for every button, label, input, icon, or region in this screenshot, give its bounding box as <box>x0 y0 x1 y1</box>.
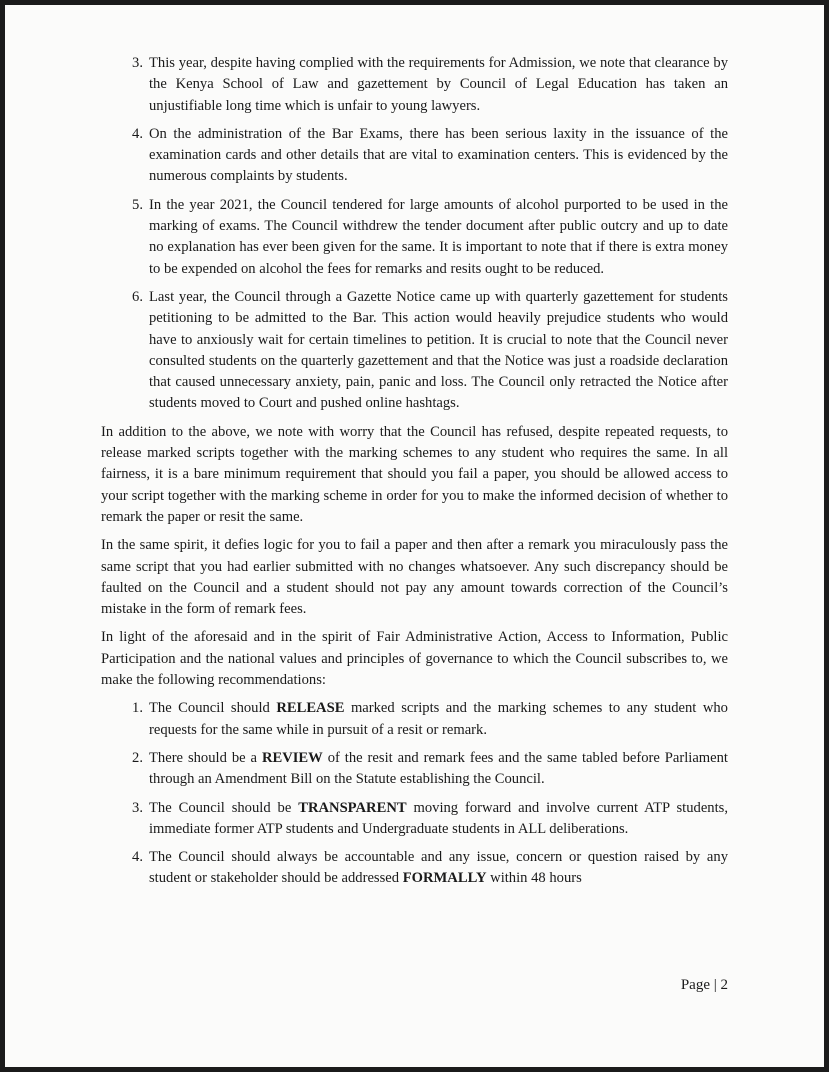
document-page <box>5 5 824 1067</box>
emphasis: FORMALLY <box>402 870 487 887</box>
list-item <box>101 124 728 188</box>
list-number: 4. <box>132 125 143 142</box>
page-number: Page | 2 <box>680 977 728 993</box>
text-run: of the resit and remark fees and the same tabled before Parliament through an Amendment Bill on the Statute establishing the Council. <box>149 749 728 788</box>
list-text: This year, despite having complied with the requirements for Admission, we note that clearance by the Kenya School of Law and gazettement by Council of Legal Education has taken an unjustifiable long time which is unfair to young lawyers. <box>149 55 728 114</box>
list-number: 3. <box>132 55 143 71</box>
list-number: 3. <box>132 799 143 816</box>
text-run: There should be a <box>149 749 262 766</box>
emphasis: RELEASE <box>276 700 345 717</box>
list-number: 6. <box>132 288 143 305</box>
list-number: 2. <box>132 749 143 766</box>
list-text: On the administration of the Bar Exams, there has been serious laxity in the issuance of the examination cards and other details that are vital to examination centers. This is evidenced by the numerous complaints by students. <box>149 125 728 185</box>
recommendation-item <box>101 698 728 741</box>
recommendation-text <box>149 698 728 741</box>
text-run: moving forward and involve current ATP students, immediate former ATP students and Undergraduate students in ALL deliberations. <box>149 799 728 837</box>
body-paragraph: In addition to the above, we note with worry that the Council has refused, despite repeated requests, to release marked scripts together with the marking schemes to any student who requires the same. In all fairness, it is a bare minimum requirement that should you fail a paper, you should be allowed access to your script together with the marking scheme in order for you to make the informed decision of whether to remark the paper or resit the same. <box>101 423 728 525</box>
list-item <box>101 195 728 280</box>
concerns-list <box>101 53 728 415</box>
emphasis: TRANSPARENT <box>298 799 407 816</box>
list-item <box>101 53 728 117</box>
recommendation-text <box>149 748 728 791</box>
list-text: In the year 2021, the Council tendered for large amounts of alcohol purported to be used in the marking of exams. The Council withdrew the tender document after public outcry and up to date no explanation has ever been given for the same. It is important to note that if there is extra money to be expended on alcohol the fees for remarks and resits ought to be reduced. <box>149 196 728 277</box>
list-item <box>101 287 728 415</box>
text-run: The Council should be <box>149 799 299 816</box>
body-paragraph: In the same spirit, it defies logic for you to fail a paper and then after a remark you miraculously pass the same script that you had earlier submitted with no changes whatsoever. Any such discrepancy should be faulted on the Council and a student should not pay any amount towards correction of the Council’s mistake in the form of remark fees. <box>101 537 728 618</box>
page-content <box>101 53 728 897</box>
text-run: The Council should <box>149 700 277 717</box>
list-number: 1. <box>132 700 143 717</box>
recommendation-text <box>149 847 728 890</box>
recommendation-item <box>101 798 728 841</box>
list-text: Last year, the Council through a Gazette Notice came up with quarterly gazettement for students petitioning to be admitted to the Bar. This action would heavily prejudice students who would have to anxiously wait for certain timelines to petition. It is crucial to note that the Council never consulted students on the quarterly gazettement and that the Notice was just a roadside declaration that caused unnecessary anxiety, pain, panic and loss. The Council only retracted the Notice after students moved to Court and pushed online hashtags. <box>149 288 728 412</box>
text-run: The Council should always be accountable and any issue, concern or question raised by any student or stakeholder should be addressed <box>149 849 728 887</box>
body-paragraph: In light of the aforesaid and in the spirit of Fair Administrative Action, Access to Information, Public Participation and the national values and principles of governance to which the Council subscribes to, we make the following recommendations: <box>101 629 728 689</box>
emphasis: REVIEW <box>261 749 323 766</box>
recommendation-item <box>101 847 728 890</box>
recommendation-text <box>149 798 728 841</box>
recommendation-item <box>101 748 728 791</box>
list-number: 5. <box>132 196 143 213</box>
recommendations-list <box>101 698 728 889</box>
text-run: within 48 hours <box>486 870 582 887</box>
list-number: 4. <box>132 849 143 866</box>
text-run: marked scripts and the marking schemes to any student who requests for the same while in pursuit of a resit or remark. <box>149 700 728 738</box>
